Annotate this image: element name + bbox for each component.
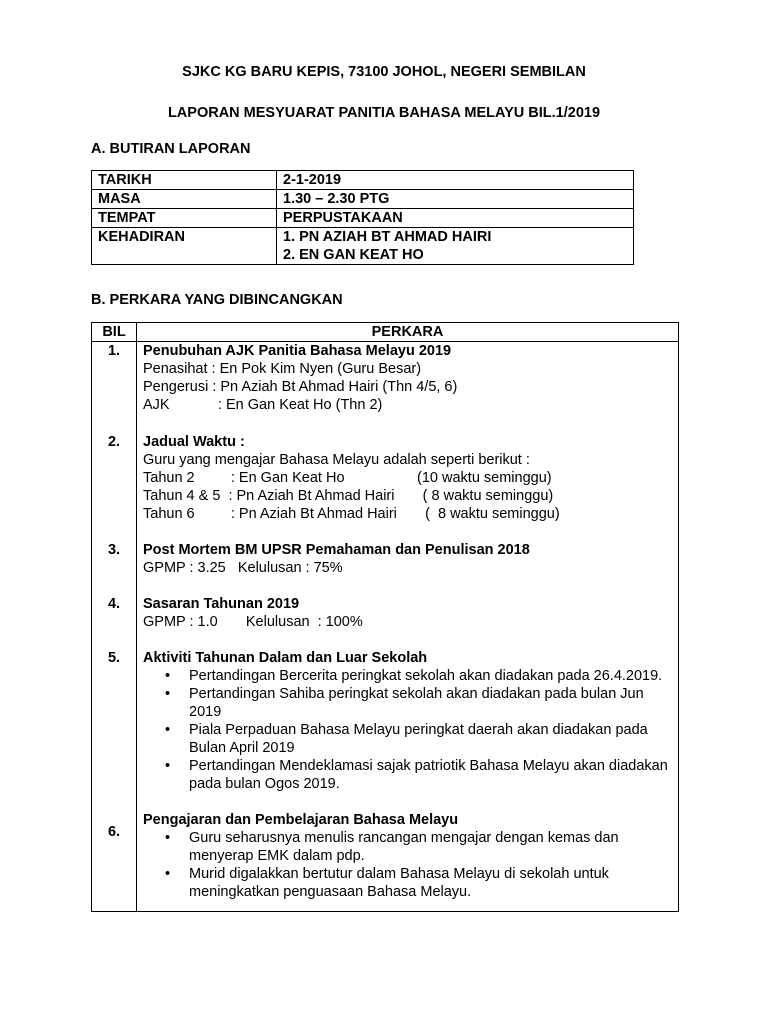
table-row [92, 171, 634, 190]
item-number: 6. [107, 824, 121, 840]
item-title: Post Mortem BM UPSR Pemahaman dan Penulisan 2018 [143, 542, 530, 558]
table-row [92, 228, 634, 265]
item-number: 5. [107, 650, 121, 666]
list-item: • Murid digalakkan bertutur dalam Bahasa Melayu di sekolah untuk meningkatkan penguasaan Bahasa Melayu. [189, 865, 672, 901]
column-header-bil: BIL [92, 323, 137, 342]
bullet-list [143, 667, 672, 793]
details-label: TARIKH [92, 171, 277, 190]
item-line: GPMP : 1.0 Kelulusan : 100% [143, 614, 363, 630]
details-value: PERPUSTAKAAN [277, 209, 634, 228]
item-line: Tahun 6 : Pn Aziah Bt Ahmad Hairi ( 8 waktu seminggu) [143, 506, 560, 522]
item-line: Guru yang mengajar Bahasa Melayu adalah seperti berikut : [143, 452, 530, 468]
section-b-heading: B. PERKARA YANG DIBINCANGKAN [91, 292, 343, 308]
details-label: KEHADIRAN [92, 228, 277, 265]
table-row [92, 209, 634, 228]
list-item: • Pertandingan Bercerita peringkat sekolah akan diadakan pada 26.4.2019. [189, 667, 672, 685]
item-number: 4. [107, 596, 121, 612]
details-label: MASA [92, 190, 277, 209]
table-row [92, 190, 634, 209]
item-title: Aktiviti Tahunan Dalam dan Luar Sekolah [143, 650, 428, 666]
table-row [92, 342, 679, 912]
item-title: Jadual Waktu : [143, 434, 245, 450]
report-details-table [91, 170, 634, 265]
details-value: 1.30 – 2.30 PTG [277, 190, 634, 209]
item-number: 2. [107, 434, 121, 450]
item-line: Tahun 2 : En Gan Keat Ho (10 waktu seminggu) [143, 470, 552, 486]
school-name: SJKC KG BARU KEPIS, 73100 JOHOL, NEGERI SEMBILAN [182, 64, 586, 80]
details-label: TEMPAT [92, 209, 277, 228]
section-a-heading: A. BUTIRAN LAPORAN [91, 141, 251, 157]
bullet-list [143, 829, 672, 901]
list-item: • Guru seharusnya menulis rancangan mengajar dengan kemas dan menyerap EMK dalam pdp. [189, 829, 672, 865]
item-line: GPMP : 3.25 Kelulusan : 75% [143, 560, 343, 576]
report-title: LAPORAN MESYUARAT PANITIA BAHASA MELAYU BIL.1/2019 [167, 105, 601, 121]
table-header-row [92, 323, 679, 342]
item-title: Penubuhan AJK Panitia Bahasa Melayu 2019 [143, 343, 452, 359]
column-header-perkara: PERKARA [137, 323, 679, 342]
item-line: Tahun 4 & 5 : Pn Aziah Bt Ahmad Hairi ( 8 waktu seminggu) [143, 488, 554, 504]
attendee-2: 2. EN GAN KEAT HO [283, 247, 424, 263]
item-line: Penasihat : En Pok Kim Nyen (Guru Besar) [143, 361, 422, 377]
attendee-1: 1. PN AZIAH BT AHMAD HAIRI [283, 229, 492, 245]
list-item: • Pertandingan Mendeklamasi sajak patriotik Bahasa Melayu akan diadakan pada bulan Ogos 2019. [189, 757, 672, 793]
details-value [277, 228, 634, 265]
list-item: • Pertandingan Sahiba peringkat sekolah akan diadakan pada bulan Jun 2019 [189, 685, 672, 721]
agenda-table [91, 322, 679, 912]
item-title: Sasaran Tahunan 2019 [143, 596, 300, 612]
details-value: 2-1-2019 [277, 171, 634, 190]
item-title: Pengajaran dan Pembelajaran Bahasa Melayu [143, 812, 459, 828]
item-number: 1. [107, 343, 121, 359]
item-line: Pengerusi : Pn Aziah Bt Ahmad Hairi (Thn 4/5, 6) [143, 379, 458, 395]
item-line: AJK : En Gan Keat Ho (Thn 2) [143, 397, 383, 413]
item-number: 3. [107, 542, 121, 558]
list-item: • Piala Perpaduan Bahasa Melayu peringkat daerah akan diadakan pada Bulan April 2019 [189, 721, 672, 757]
